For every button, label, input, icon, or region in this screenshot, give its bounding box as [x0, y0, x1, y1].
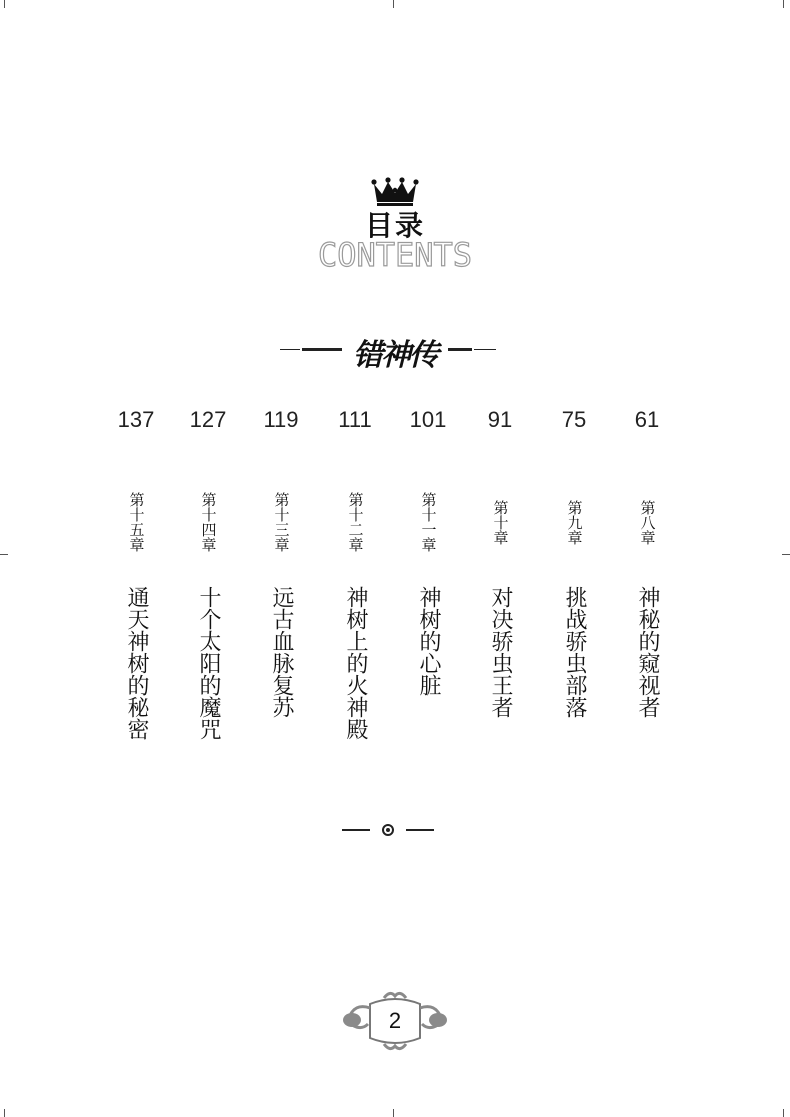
rule-right: [448, 348, 472, 351]
toc-entry[interactable]: [544, 400, 604, 718]
toc-page-number: 75: [561, 407, 587, 432]
toc-page-number: 91: [487, 407, 513, 432]
toc-chapter-label: 第十章: [491, 499, 510, 545]
ornament-divider-icon: [0, 820, 790, 840]
toc-chapter-title: 通天神树的秘密: [124, 586, 149, 740]
toc-page-number: 101: [409, 407, 447, 432]
toc-page-number: 119: [263, 407, 299, 432]
crop-mark: [0, 554, 8, 555]
toc-page-number: 111: [338, 407, 372, 432]
toc-chapter-title: 十个太阳的魔咒: [196, 586, 221, 740]
crop-mark: [393, 1109, 394, 1117]
toc-chapter-title: 对决骄虫王者: [488, 586, 513, 718]
toc-chapter-title: 远古血脉复苏: [269, 586, 294, 718]
toc-chapter-label: 第十二章: [346, 492, 365, 552]
toc-chapter-title: 挑战骄虫部落: [562, 586, 587, 718]
toc-header: [0, 176, 790, 272]
rule-right-thin: [474, 349, 496, 350]
toc-entry[interactable]: [398, 400, 458, 696]
rule-left-thin: [280, 349, 300, 350]
toc-entry[interactable]: [106, 400, 166, 740]
toc-entry[interactable]: [470, 400, 530, 718]
toc-chapter-label: 第十四章: [199, 492, 218, 552]
crown-icon: [371, 176, 419, 206]
toc-entry[interactable]: [617, 400, 677, 718]
series-logo: [0, 326, 790, 376]
toc-entry[interactable]: [325, 400, 385, 740]
crop-mark: [783, 0, 784, 8]
toc-chapter-label: 第十三章: [272, 492, 291, 552]
page-subtitle-en: CONTENTS: [317, 236, 473, 274]
toc-page-number: 127: [189, 407, 227, 432]
toc-page-number: 137: [117, 407, 155, 432]
page-number-frame: [340, 990, 450, 1052]
crop-mark: [4, 0, 5, 8]
toc-entry[interactable]: [178, 400, 238, 740]
rule-left: [302, 348, 342, 351]
toc-chapter-label: 第十五章: [127, 492, 146, 552]
crop-mark: [393, 0, 394, 8]
crop-mark: [783, 1109, 784, 1117]
toc-chapter-label: 第八章: [638, 499, 657, 545]
crop-mark: [4, 1109, 5, 1117]
page-title: 目录: [364, 209, 425, 242]
series-logo-text: 错神传: [353, 338, 437, 373]
toc-chapter-title: 神树上的火神殿: [343, 586, 368, 740]
toc-entry[interactable]: [251, 400, 311, 718]
toc-chapter-label: 第十一章: [419, 492, 438, 552]
toc-chapter-title: 神树的心脏: [416, 586, 441, 696]
page-number: 2: [388, 1008, 402, 1033]
toc-page-number: 61: [634, 407, 660, 432]
toc-chapter-title: 神秘的窥视者: [635, 586, 660, 718]
toc-chapter-label: 第九章: [565, 499, 584, 545]
crop-mark: [782, 554, 790, 555]
